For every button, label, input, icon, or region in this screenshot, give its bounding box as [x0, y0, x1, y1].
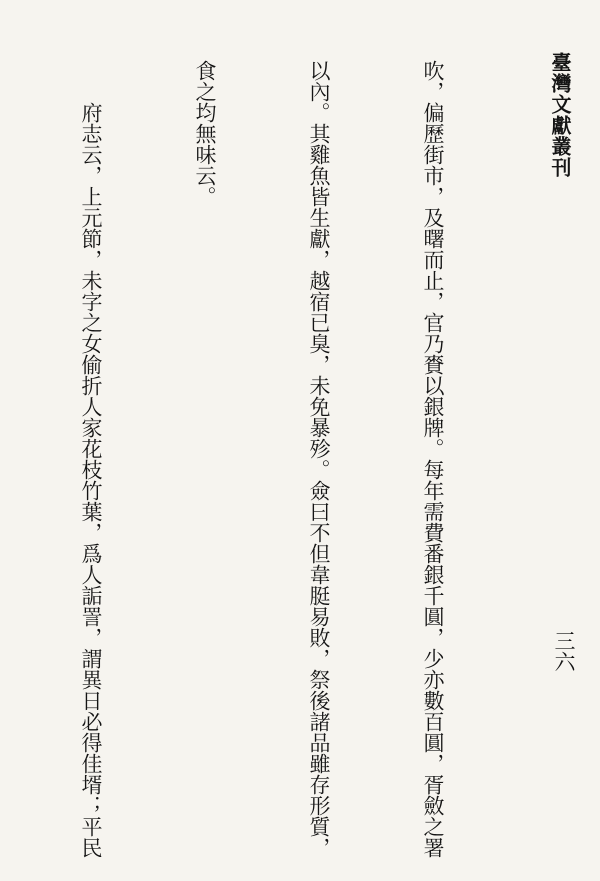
- text-column-3: 食之均無味云。: [193, 60, 217, 207]
- text-column-1: 吹，偏歷街市，及曙而止，官乃賚以銀牌。每年需費番銀千圓，少亦數百圓，胥斂之署: [421, 60, 445, 858]
- body-text: [0, 60, 528, 860]
- journal-title: 臺灣文獻叢刊: [548, 52, 572, 178]
- text-column-2: 以內。其雞魚皆生獻，越宿已臭，未免暴殄。僉曰不但韋脡易敗，祭後諸品雖存形質，: [307, 60, 331, 858]
- text-column-4: 府志云，上元節，未字之女偷折人家花枝竹葉，爲人詬詈，謂異日必得佳壻；平民: [79, 102, 103, 858]
- page-number: 三六: [552, 630, 576, 672]
